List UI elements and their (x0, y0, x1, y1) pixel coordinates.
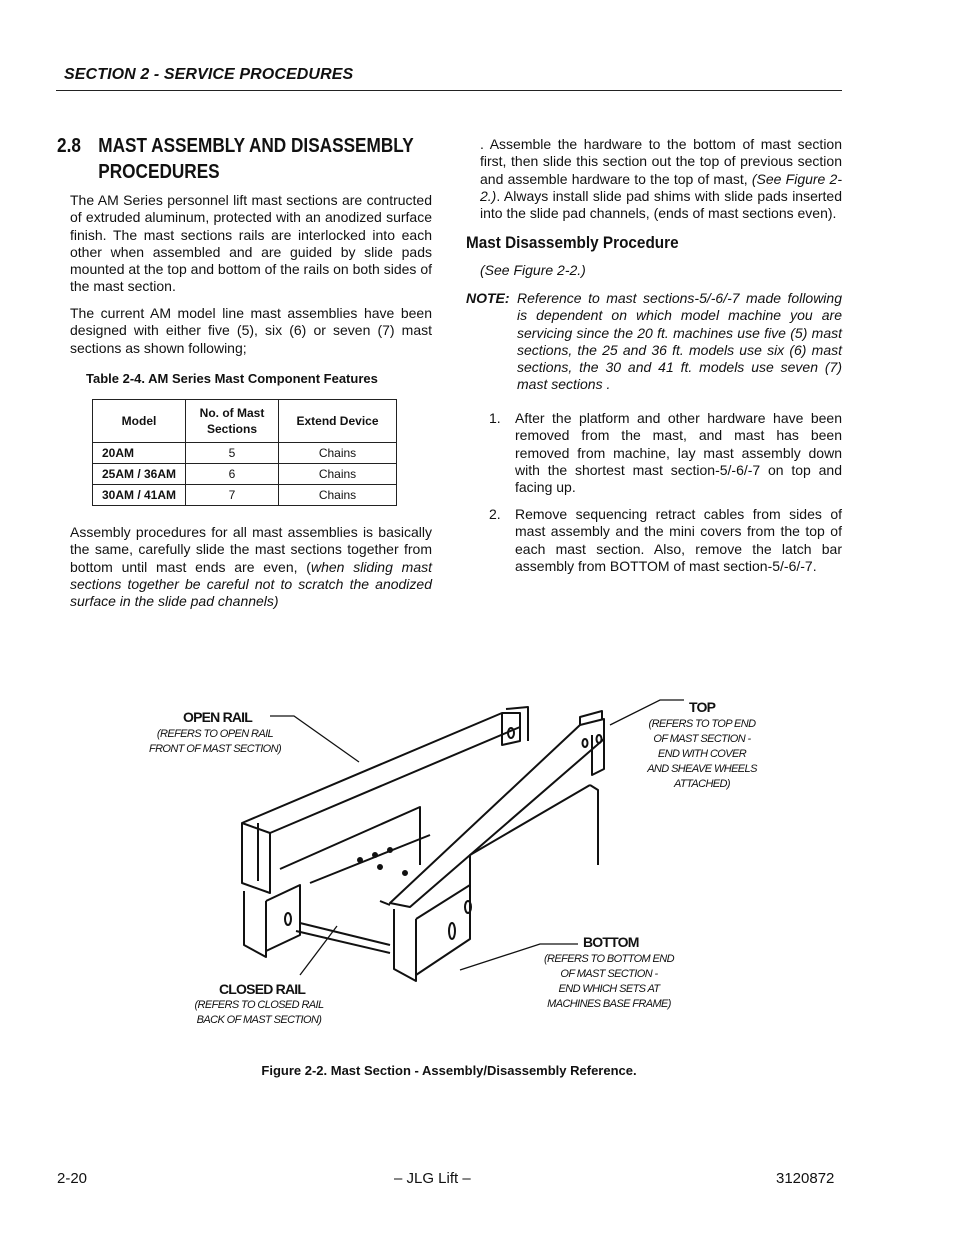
table-cell: 30AM / 41AM (93, 485, 186, 506)
disassembly-title: Mast Disassembly Procedure (466, 233, 679, 252)
top-label: TOP (689, 699, 716, 715)
footer-publisher: – JLG Lift – (394, 1170, 471, 1187)
table-cell: Chains (279, 464, 397, 485)
open-rail-description: (REFERS TO OPEN RAIL FRONT OF MAST SECTION) (148, 728, 282, 755)
table-cell: Chains (279, 443, 397, 464)
table-header-cell: Extend Device (279, 400, 397, 443)
heading-line1: MAST ASSEMBLY AND DISASSEMBLY (98, 135, 414, 157)
closed-rail-description: (REFERS TO CLOSED RAIL BACK OF MAST SECTION) (194, 999, 324, 1026)
section-header: SECTION 2 - SERVICE PROCEDURES (64, 66, 354, 83)
table-cell: 20AM (93, 443, 186, 464)
note-text: Reference to mast sections-5/-6/-7 made following is dependent on which model machine you are servicing since the 20 ft. machines use five (5) mast sections, the 25 and 36 ft. models use six (6) mast sections, the 30 and 41 ft. models use seven (7) mast sections . (517, 290, 842, 393)
table-cell: Chains (279, 485, 397, 506)
table-header-cell: No. of Mast Sections (186, 400, 279, 443)
open-rail-label: OPEN RAIL (183, 709, 253, 725)
heading-line2: PROCEDURES (98, 161, 220, 183)
table-cell: 7 (186, 485, 279, 506)
document-number: 3120872 (776, 1170, 835, 1187)
bottom-label: BOTTOM (583, 934, 639, 950)
intro-paragraph-2: The current AM model line mast assemblies have been designed with either five (5), six (6) or seven (7) mast sections as shown following; (70, 305, 432, 356)
intro-paragraph-1: The AM Series personnel lift mast sections are contructed of extruded aluminum, protected with an anodized surface finish. The mast sections rails are interlocked into each other when assembled and are guided by slide pads mounted at the top and bottom of the rails on both sides of the mast section. (70, 192, 432, 295)
table-cell: 6 (186, 464, 279, 485)
step-number: 1. (489, 410, 501, 426)
figure-caption: Figure 2-2. Mast Section - Assembly/Disassembly Reference. (261, 1063, 637, 1078)
heading-number: 2.8 (57, 135, 81, 157)
see-figure-reference: (See Figure 2-2.) (480, 262, 586, 278)
step-text: After the platform and other hardware have been removed from the mast, and mast has been removed from machine, lay mast assembly down with the shortest mast section-5/-6/-7 on top and facing up. (515, 410, 842, 496)
step-text: Remove sequencing retract cables from sides of mast assembly and the mini covers from the top of each mast section. Also, remove the latch bar assembly from BOTTOM of mast section-5/-6/-7. (515, 506, 842, 574)
table-cell: 25AM / 36AM (93, 464, 186, 485)
assembly-paragraph-continued: . Assemble the hardware to the bottom of mast section first, then slide this section out the top of previous section and assemble hardware to the top of mast, (See Figure 2-2.). Always install slide pad shims with slide pads inserted into the slide pad channels, (ends of mast sections even). (480, 136, 843, 222)
assembly-paragraph: Assembly procedures for all mast assemblies is basically the same, carefully slide the mast sections together from bottom until mast ends are even, (when sliding mast sections together be careful not to scratch the anodized surface in the slide pad channels) (70, 524, 432, 610)
table-header-cell: Model (93, 400, 186, 443)
table-cell: 5 (186, 443, 279, 464)
closed-rail-label: CLOSED RAIL (219, 981, 306, 997)
step-number: 2. (489, 506, 501, 522)
table-caption: Table 2-4. AM Series Mast Component Features (86, 371, 378, 386)
note-label: NOTE: (466, 290, 510, 306)
top-description: (REFERS TO TOP END OF MAST SECTION - END WITH COVER AND SHEAVE WHEELS ATTACHED) (647, 718, 757, 790)
page-number: 2-20 (57, 1170, 88, 1187)
bottom-description: (REFERS TO BOTTOM END OF MAST SECTION - END WHICH SETS AT MACHINES BASE FRAME) (543, 953, 674, 1010)
